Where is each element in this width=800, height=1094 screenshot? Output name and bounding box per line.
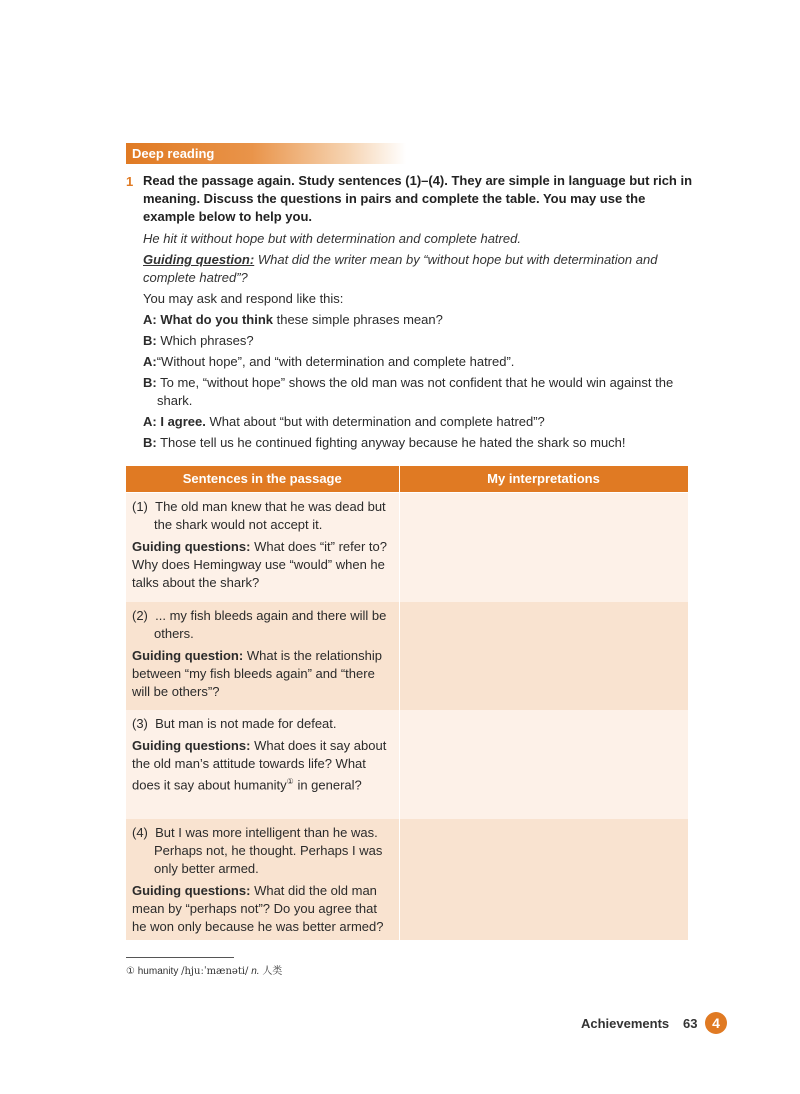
guiding-label: Guiding questions: bbox=[132, 737, 251, 753]
guiding-label: Guiding question: bbox=[143, 252, 255, 267]
sentence-body: But I was more intelligent than he was. Perhaps not, he thought. Perhaps I was only better armed. bbox=[154, 824, 383, 876]
speaker-label: B: bbox=[143, 333, 157, 348]
footnote bbox=[126, 962, 282, 977]
sentence-number: (4) bbox=[132, 824, 148, 840]
dialogue-text: What about “but with determination and complete hatred”? bbox=[205, 414, 545, 429]
dialogue-text: Which phrases? bbox=[160, 333, 254, 348]
dialogue-text: “Without hope”, and “with determination and complete hatred”. bbox=[156, 354, 515, 369]
table-header-row bbox=[126, 466, 688, 493]
speaker-label: A: bbox=[143, 414, 157, 429]
sentence-text bbox=[132, 498, 393, 534]
guiding-text: What did the writer mean by “without hope but with determination and complete hatred”? bbox=[143, 252, 658, 285]
task-number: 1 bbox=[126, 174, 134, 189]
guiding-question bbox=[132, 737, 393, 794]
table-row bbox=[126, 493, 688, 602]
sentence-cell bbox=[126, 493, 399, 602]
dialogue-text: these simple phrases mean? bbox=[273, 312, 443, 327]
footnote-reference: ① bbox=[286, 776, 294, 786]
unit-number-badge: 4 bbox=[705, 1012, 727, 1034]
guiding-label: Guiding questions: bbox=[132, 539, 251, 554]
guiding-text: What is the relationship between “my fish bleeds again” and “there will be others”? bbox=[132, 647, 382, 699]
guiding-label: Guiding questions: bbox=[132, 882, 251, 898]
interpretation-answer-cell[interactable] bbox=[399, 819, 688, 940]
example-sentence: He hit it without hope but with determination and complete hatred. bbox=[143, 231, 521, 246]
table-row bbox=[126, 602, 688, 710]
guiding-text: What does “it” refer to? Why does Hemingway use “would” when he talks about the shark? bbox=[132, 539, 388, 590]
speaker-label: B: bbox=[143, 375, 157, 390]
dialogue-line bbox=[143, 374, 696, 410]
section-banner bbox=[126, 143, 406, 164]
dialogue-emphasis: I agree. bbox=[160, 414, 206, 429]
footnote-gloss: 人类 bbox=[262, 966, 283, 977]
sentence-cell bbox=[126, 602, 399, 710]
page-number: 63 bbox=[683, 1016, 698, 1031]
task-instruction: Read the passage again. Study sentences (1)–(4). They are simple in language but rich in meaning. Discuss the questions in pairs and complete the table. You may use the example below to help you. bbox=[143, 173, 693, 224]
footnote-pos: n. bbox=[251, 966, 260, 977]
dialogue-line bbox=[143, 413, 696, 431]
sentence-body: But man is not made for defeat. bbox=[155, 715, 337, 731]
interpretation-answer-cell[interactable] bbox=[399, 493, 688, 602]
page-footer bbox=[560, 1012, 732, 1034]
dialogue-emphasis: What do you think bbox=[160, 312, 273, 327]
footnote-mark: ① bbox=[126, 966, 135, 977]
sentence-text bbox=[132, 607, 393, 643]
sentence-number: (3) bbox=[132, 715, 148, 731]
sentence-number: (2) bbox=[132, 607, 148, 623]
task-block bbox=[126, 172, 696, 452]
unit-title: Achievements bbox=[581, 1016, 670, 1031]
dialogue-text: Those tell us he continued fighting anyway because he hated the shark so much! bbox=[160, 435, 626, 450]
interpretation-table bbox=[126, 466, 689, 940]
guiding-question bbox=[132, 538, 393, 592]
guiding-question bbox=[132, 647, 393, 701]
footnote-phonetic: /hjuːˈmænəti/ bbox=[181, 966, 249, 977]
speaker-label: B: bbox=[143, 435, 157, 450]
sentence-text bbox=[132, 715, 393, 733]
table-row bbox=[126, 819, 688, 940]
guiding-text-tail: in general? bbox=[293, 776, 362, 792]
section-title: Deep reading bbox=[132, 146, 215, 161]
sentence-cell bbox=[126, 710, 399, 819]
footnote-divider bbox=[126, 957, 234, 958]
speaker-label: A: bbox=[143, 312, 157, 327]
sentence-body: ... my fish bleeds again and there will be others. bbox=[154, 607, 387, 641]
interpretation-answer-cell[interactable] bbox=[399, 602, 688, 710]
footnote-word: humanity bbox=[137, 966, 179, 977]
dialogue-line bbox=[143, 332, 696, 350]
table-row bbox=[126, 710, 688, 819]
guiding-label: Guiding question: bbox=[132, 647, 244, 663]
dialogue-intro: You may ask and respond like this: bbox=[143, 291, 344, 306]
guiding-text: What does it say about the old man’s attitude towards life? What does it say about humanity bbox=[132, 737, 387, 792]
sentence-text bbox=[132, 824, 393, 878]
sentence-body: The old man knew that he was dead but the shark would not accept it. bbox=[154, 499, 386, 532]
header-interpretations: My interpretations bbox=[399, 466, 688, 493]
dialogue-line bbox=[143, 353, 696, 371]
sentence-number: (1) bbox=[132, 499, 148, 514]
dialogue-line bbox=[143, 434, 696, 452]
speaker-label: A: bbox=[143, 354, 157, 369]
dialogue-line bbox=[143, 311, 696, 329]
interpretation-answer-cell[interactable] bbox=[399, 710, 688, 819]
sentence-cell bbox=[126, 819, 399, 940]
guiding-text: What did the old man mean by “perhaps not”? Do you agree that he won only because he was better armed? bbox=[132, 882, 384, 934]
dialogue-text: To me, “without hope” shows the old man was not confident that he would win against the shark. bbox=[157, 375, 674, 408]
guiding-question bbox=[132, 882, 393, 936]
header-sentences: Sentences in the passage bbox=[126, 466, 399, 493]
example-guiding-question bbox=[143, 251, 696, 287]
